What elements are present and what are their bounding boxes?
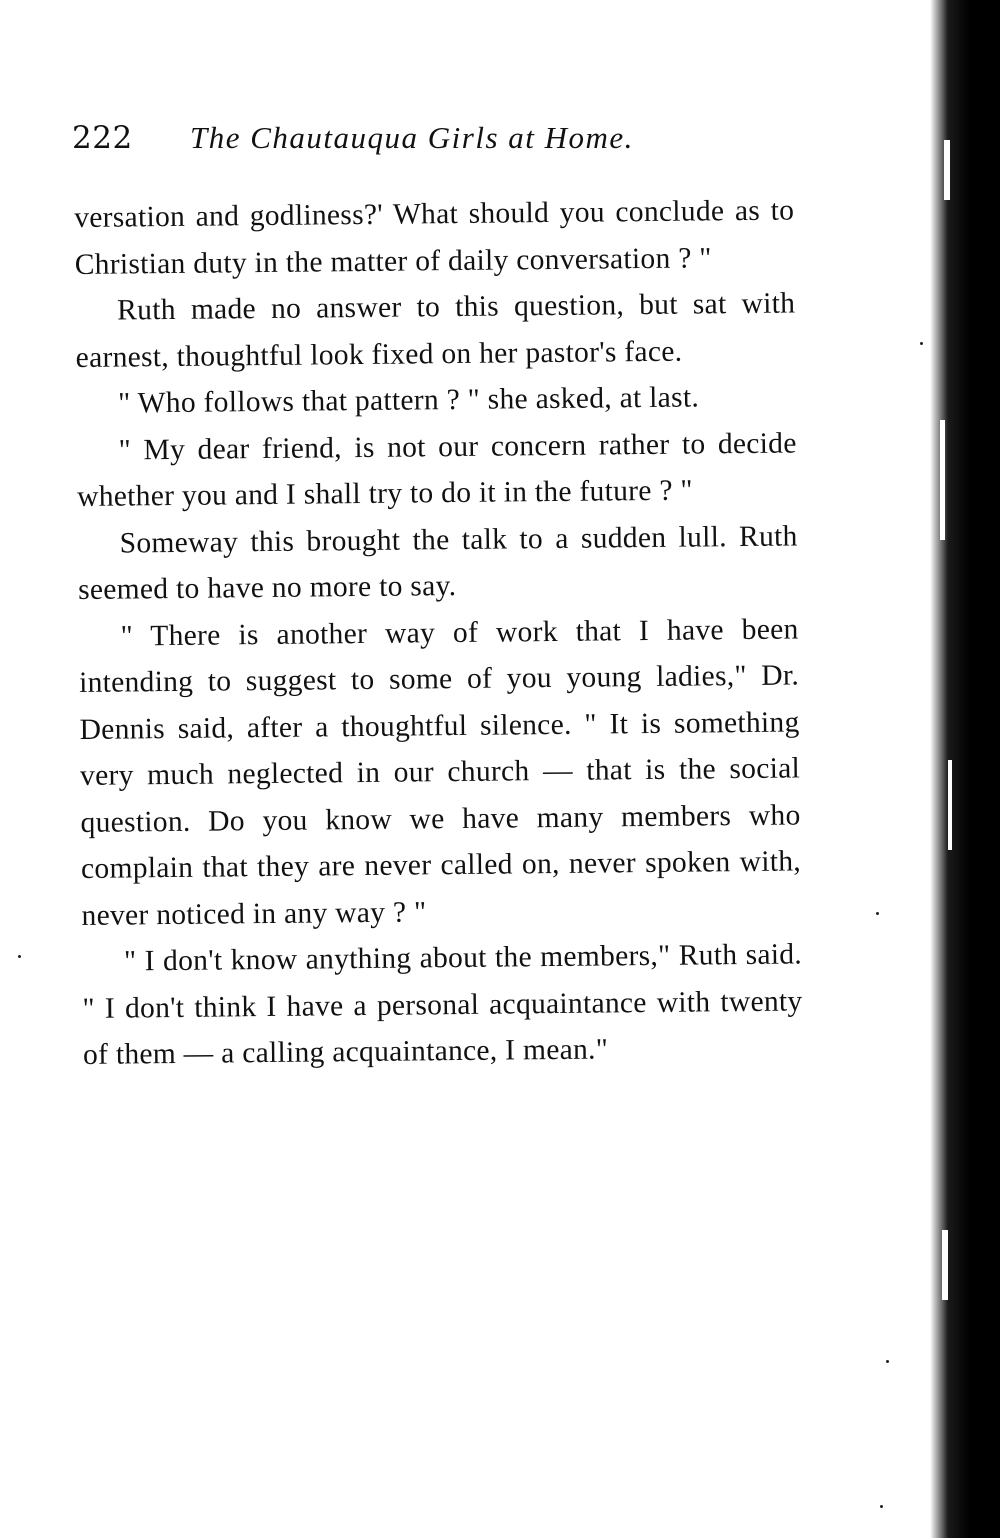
binding-speck [948, 760, 952, 850]
paragraph: Someway this brought the talk to a sudden lull. Ruth seemed to have no more to say. [77, 519, 798, 606]
margin-mark [876, 912, 879, 915]
running-title: The Chautauqua Girls at Home. [190, 120, 634, 155]
paragraph: " There is another way of work that I have been intending to suggest to some of you young ladies," Dr. Dennis said, after a thoughtful silence. " It is something very much neglected in our church — that is the social question. Do you know we have many members who complain that they are never called on, never spoken with, never noticed in any way ? " [78, 612, 802, 932]
paragraph: Ruth made no answer to this question, but sat with earnest, thoughtful look fixed on her pastor's face. [75, 287, 796, 374]
paragraph: versation and godliness?' What should you conclude as to Christian duty in the matter of daily conversation ? " [74, 194, 795, 281]
body-text [74, 187, 803, 1078]
binding-speck [942, 1230, 948, 1300]
margin-mark [880, 1505, 883, 1508]
margin-mark [920, 342, 923, 345]
margin-mark [886, 1360, 889, 1363]
page-number: 222 [72, 120, 133, 156]
binding-speck [944, 140, 950, 200]
scanned-binding-edge [930, 0, 1000, 1538]
paragraph: " My dear friend, is not our concern rather to decide whether you and I shall try to do it in the future ? " [76, 426, 797, 513]
paragraph: " Who follows that pattern ? " she asked, at last. [118, 381, 700, 420]
page-header [72, 118, 692, 162]
margin-mark [18, 955, 21, 958]
binding-speck [940, 420, 945, 540]
paragraph: " I don't know anything about the members," Ruth said. " I don't think I have a personal acquaintance with twenty of them — a calling acquaintance, I mean." [82, 938, 803, 1071]
